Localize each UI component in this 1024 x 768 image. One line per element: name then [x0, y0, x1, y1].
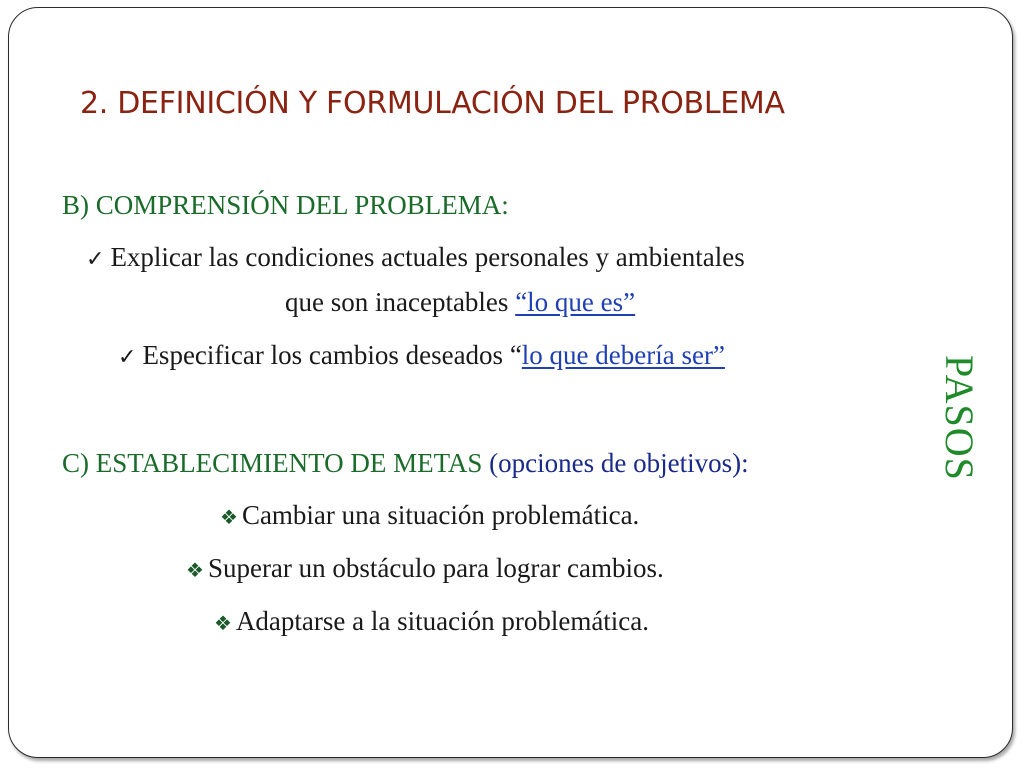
list-item-goal — [214, 606, 649, 637]
list-item-goal — [220, 500, 639, 531]
section-b-heading — [62, 190, 509, 221]
checkmark-icon: ✓ — [118, 345, 137, 370]
pasos-side-label: PASOS — [937, 355, 982, 481]
list-item-condiciones — [86, 242, 745, 273]
list-item-text: Adaptarse a la situación problemática. — [235, 606, 650, 636]
list-item-text: Especificar los cambios deseados — [142, 340, 510, 370]
list-item-text: Explicar las condiciones actuales personales y ambientales — [110, 242, 745, 272]
quote-mark: “ — [509, 340, 522, 370]
section-b-heading-text: B) COMPRENSIÓN DEL PROBLEMA: — [62, 190, 509, 220]
list-item-cambios — [118, 340, 725, 371]
list-item-goal — [186, 553, 664, 584]
list-item-text: que son inaceptables — [285, 287, 516, 317]
diamond-bullet-icon: ❖ — [220, 505, 238, 529]
diamond-bullet-icon: ❖ — [186, 558, 204, 582]
checkmark-icon: ✓ — [86, 247, 105, 272]
diamond-bullet-icon: ❖ — [214, 611, 232, 635]
lo-que-deberia-ser-link[interactable]: lo que debería ser” — [521, 340, 725, 370]
section-c-heading-text: C) ESTABLECIMIENTO DE METAS — [62, 448, 490, 478]
list-item-condiciones-continuation — [285, 287, 635, 318]
list-item-text: Superar un obstáculo para lograr cambios. — [207, 553, 664, 583]
list-item-text: Cambiar una situación problemática. — [241, 500, 640, 530]
section-c-heading-parenthetical: (opciones de objetivos): — [489, 448, 749, 478]
section-c-heading — [62, 448, 749, 479]
slide-title: 2. DEFINICIÓN Y FORMULACIÓN DEL PROBLEMA — [80, 86, 785, 121]
lo-que-es-link[interactable]: “lo que es” — [515, 287, 636, 317]
